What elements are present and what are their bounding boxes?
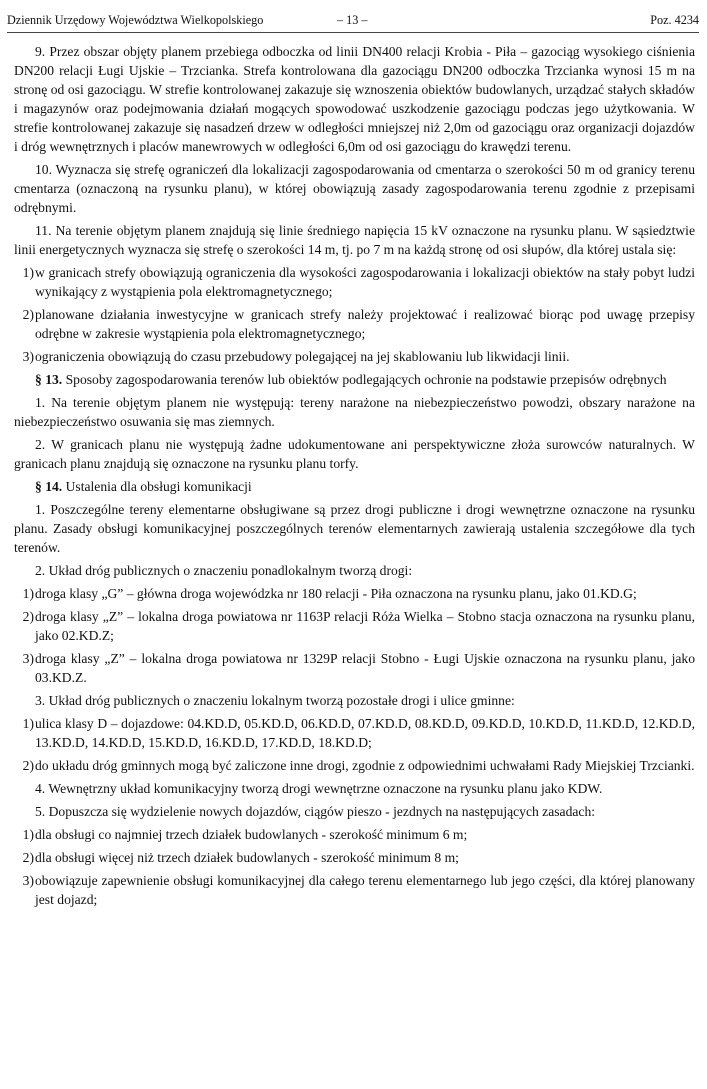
list-item bbox=[14, 305, 695, 343]
paragraph-text: 10. Wyznacza się strefę ograniczeń dla lokalizacji zagospodarowania od cmentarza o szerokości 50 m od granicy terenu cmentarza (oznaczoną na rysunku planu), w której obowiązują zasady zagospodarowania terenu zgodnie z przepisami odrębnymi. bbox=[14, 162, 695, 215]
list-item bbox=[14, 263, 695, 301]
paragraph bbox=[14, 500, 695, 557]
list-item bbox=[14, 825, 695, 844]
list-item-number: 3) bbox=[22, 651, 34, 666]
page-number: – 13 – bbox=[337, 13, 368, 27]
list-item-text: planowane działania inwestycyjne w granicach strefy należy projektować i realizować biorąc pod uwagę przepisy odrębne w zakresie wystąpienia pola elektromagnetycznego; bbox=[35, 307, 695, 341]
list-item-number: 2) bbox=[22, 609, 34, 624]
list-item-text: ulica klasy D – dojazdowe: 04.KD.D, 05.KD.D, 06.KD.D, 07.KD.D, 08.KD.D, 09.KD.D, 10.KD.D, 11.KD.D, 12.KD.D, 13.KD.D, 14.KD.D, 15.KD.D, 16.KD.D, 17.KD.D, 18.KD.D; bbox=[35, 716, 695, 750]
paragraph bbox=[14, 691, 695, 710]
section-heading-paragraph bbox=[14, 477, 695, 496]
list-item-text: obowiązuje zapewnienie obsługi komunikacyjnej dla całego terenu elementarnego lub jego części, dla której planowany jest dojazd; bbox=[35, 873, 695, 907]
paragraph-text: 9. Przez obszar objęty planem przebiega odboczka od linii DN400 relacji Krobia - Piła – gazociąg wysokiego ciśnienia DN200 relacji Ługi Ujskie – Trzcianka. Strefa kontrolowana dla gazociągu DN200 odboczka Trzcianka wynosi 15 m na stronę od osi gazociągu. W strefie kontrolowanej zakazuje się wznoszenia obiektów budowlanych, urządzać stałych składów i magazynów oraz podejmowania działań mogących spowodować uszkodzenie gazociągu podczas jego użytkowania. W strefie kontrolowanej zakazuje się nasadzeń drzew w odległości mniejszej niż 2,0m od gazociągu oraz organizacji dojazdów i dróg wewnętrznych i placów manewrowych w odległości 6,0m od osi gazociągu do krawędzi terenu. bbox=[14, 44, 695, 154]
list-item-number: 1) bbox=[22, 265, 34, 280]
paragraph bbox=[14, 435, 695, 473]
paragraph bbox=[14, 393, 695, 431]
list-item bbox=[14, 871, 695, 909]
page-header bbox=[7, 10, 699, 33]
paragraph-text: 2. Układ dróg publicznych o znaczeniu ponadlokalnym tworzą drogi: bbox=[35, 563, 413, 578]
list-item-number: 1) bbox=[22, 827, 34, 842]
list-item-number: 2) bbox=[22, 307, 34, 322]
list-item-number: 2) bbox=[22, 758, 34, 773]
paragraph bbox=[14, 160, 695, 217]
document-body bbox=[14, 42, 695, 913]
list-item bbox=[14, 347, 695, 366]
paragraph-text: 11. Na terenie objętym planem znajdują się linie średniego napięcia 15 kV oznaczone na rysunku planu. W sąsiedztwie linii energetycznych wyznacza się strefę o szerokości 14 m, tj. po 7 m na każdą stronę od osi słupów, dla której ustala się: bbox=[14, 223, 695, 257]
section-heading-paragraph bbox=[14, 370, 695, 389]
list-item-text: droga klasy „Z” – lokalna droga powiatowa nr 1163P relacji Róża Wielka – Stobno stacja oznaczona na rysunku planu, jako 02.KD.Z; bbox=[35, 609, 695, 643]
list-item-text: w granicach strefy obowiązują ograniczenia dla wysokości zagospodarowania i lokalizacji obiektów na stały pobyt ludzi wynikający z wystąpienia pola elektromagnetycznego; bbox=[35, 265, 695, 299]
list-item bbox=[14, 584, 695, 603]
list-item-text: droga klasy „Z” – lokalna droga powiatowa nr 1329P relacji Stobno - Ługi Ujskie oznaczona na rysunku planu, jako 03.KD.Z. bbox=[35, 651, 695, 685]
paragraph bbox=[14, 221, 695, 259]
paragraph-text: 4. Wewnętrzny układ komunikacyjny tworzą drogi wewnętrzne oznaczone na rysunku planu jako KDW. bbox=[35, 781, 603, 796]
list-item-number: 2) bbox=[22, 850, 34, 865]
list-item-text: dla obsługi więcej niż trzech działek budowlanych - szerokość minimum 8 m; bbox=[35, 850, 459, 865]
list-item-text: do układu dróg gminnych mogą być zaliczone inne drogi, zgodnie z odpowiednimi uchwałami Rady Miejskiej Trzcianki. bbox=[35, 758, 695, 773]
paragraph-text: 5. Dopuszcza się wydzielenie nowych dojazdów, ciągów pieszo - jezdnych na następujących zasadach: bbox=[35, 804, 596, 819]
paragraph-text: 3. Układ dróg publicznych o znaczeniu lokalnym tworzą pozostałe drogi i ulice gminne: bbox=[35, 693, 515, 708]
paragraph bbox=[14, 561, 695, 580]
list-item bbox=[14, 714, 695, 752]
paragraph-text: 1. Na terenie objętym planem nie występują: tereny narażone na niebezpieczeństwo powodzi, obszary narażone na niebezpieczeństwo osuwania się mas ziemnych. bbox=[14, 395, 695, 429]
position-number: Poz. 4234 bbox=[650, 13, 699, 27]
list-item bbox=[14, 649, 695, 687]
paragraph bbox=[14, 779, 695, 798]
paragraph bbox=[14, 802, 695, 821]
section-number: § 13. bbox=[35, 372, 63, 387]
list-item-text: ograniczenia obowiązują do czasu przebudowy polegającej na jej skablowaniu lub likwidacji linii. bbox=[35, 349, 570, 364]
section-number: § 14. bbox=[35, 479, 63, 494]
list-item bbox=[14, 848, 695, 867]
paragraph-text: 1. Poszczególne tereny elementarne obsługiwane są przez drogi publiczne i drogi wewnętrzne oznaczone na rysunku planu. Zasady obsługi komunikacyjnej poszczególnych terenów elementarnych zawierają ustalenia szczegółowe dla tych terenów. bbox=[14, 502, 695, 555]
paragraph-text: 2. W granicach planu nie występują żadne udokumentowane ani perspektywiczne złoża surowców naturalnych. W granicach planu znajdują się oznaczone na rysunku planu torfy. bbox=[14, 437, 695, 471]
paragraph-text: Sposoby zagospodarowania terenów lub obiektów podlegających ochronie na podstawie przepisów odrębnych bbox=[62, 372, 667, 387]
list-item-text: dla obsługi co najmniej trzech działek budowlanych - szerokość minimum 6 m; bbox=[35, 827, 468, 842]
paragraph bbox=[14, 42, 695, 156]
list-item-number: 3) bbox=[22, 349, 34, 364]
journal-title: Dziennik Urzędowy Województwa Wielkopolskiego bbox=[7, 13, 264, 27]
list-item-text: droga klasy „G” – główna droga wojewódzka nr 180 relacji - Piła oznaczona na rysunku planu, jako 01.KD.G; bbox=[35, 586, 637, 601]
paragraph-text: Ustalenia dla obsługi komunikacji bbox=[62, 479, 252, 494]
list-item-number: 1) bbox=[22, 716, 34, 731]
list-item bbox=[14, 607, 695, 645]
list-item-number: 3) bbox=[22, 873, 34, 888]
list-item bbox=[14, 756, 695, 775]
list-item-number: 1) bbox=[22, 586, 34, 601]
